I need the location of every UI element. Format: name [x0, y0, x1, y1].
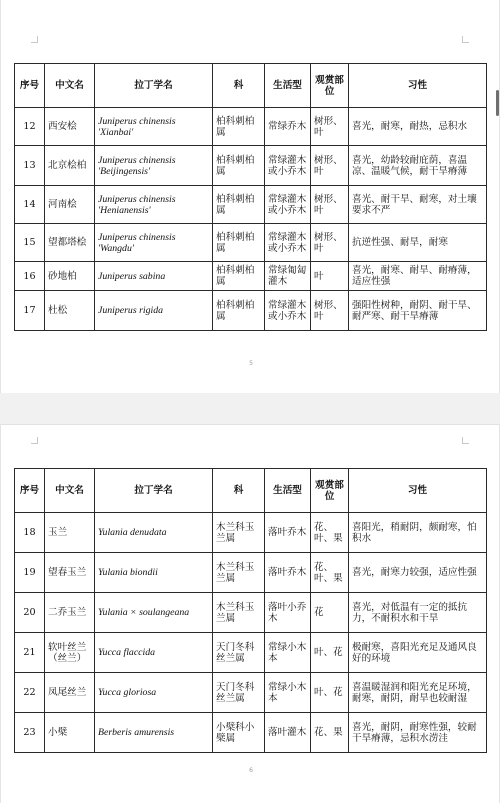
- plant-table-page-1: [14, 63, 487, 331]
- document-page-2: [0, 424, 500, 803]
- cell-habit: 喜温暖湿润和阳光充足环境，耐寒，耐阴，耐旱也较耐湿: [349, 673, 487, 713]
- cell-chinese-name: 望都塔桧: [45, 224, 95, 262]
- cell-ornamental-part: 叶、花: [311, 673, 349, 713]
- header-family: 科: [213, 64, 265, 108]
- table-row: [15, 633, 487, 673]
- cell-life-form: 常绿小木本: [265, 673, 311, 713]
- cell-habit: 极耐寒，喜阳光充足及通风良好的环境: [349, 633, 487, 673]
- cell-row-number: 18: [15, 513, 45, 553]
- table-row: [15, 513, 487, 553]
- cell-latin-name: Juniperus chinensis 'Beijingensis': [95, 146, 213, 186]
- table-row: [15, 593, 487, 633]
- page-number: 6: [249, 767, 253, 774]
- cell-ornamental-part: 叶: [311, 262, 349, 291]
- cell-row-number: 23: [15, 713, 45, 753]
- table-row: [15, 186, 487, 224]
- cell-chinese-name: 凤尾丝兰: [45, 673, 95, 713]
- cell-habit: 喜光，耐寒，耐热，忌积水: [349, 108, 487, 146]
- cell-habit: 强阳性树种，耐阴、耐干旱、耐严寒、耐干旱瘠薄: [349, 291, 487, 331]
- cell-latin-name: Yucca flaccida: [95, 633, 213, 673]
- cell-latin-name: Berberis amurensis: [95, 713, 213, 753]
- cell-row-number: 22: [15, 673, 45, 713]
- cell-chinese-name: 望春玉兰: [45, 553, 95, 593]
- document-page-1: [0, 0, 500, 393]
- cell-ornamental-part: 树形、叶: [311, 291, 349, 331]
- crop-mark: [462, 437, 469, 444]
- cell-ornamental-part: 叶、花: [311, 633, 349, 673]
- cell-habit: 喜光，耐阴，耐寒性强，较耐干旱瘠薄，忌积水涝洼: [349, 713, 487, 753]
- scrollbar-thumb[interactable]: [496, 90, 499, 116]
- cell-life-form: 常绿乔木: [265, 108, 311, 146]
- header-latin-name: 拉丁学名: [95, 469, 213, 513]
- crop-mark: [31, 36, 38, 43]
- cell-row-number: 16: [15, 262, 45, 291]
- cell-ornamental-part: 花、叶、果: [311, 553, 349, 593]
- cell-ornamental-part: 树形、叶: [311, 146, 349, 186]
- cell-latin-name: Juniperus chinensis 'Xianbai': [95, 108, 213, 146]
- cell-life-form: 常绿灌木或小乔木: [265, 146, 311, 186]
- table-row: [15, 291, 487, 331]
- cell-family: 柏科刺柏属: [213, 108, 265, 146]
- cell-chinese-name: 西安桧: [45, 108, 95, 146]
- cell-ornamental-part: 树形、叶: [311, 186, 349, 224]
- cell-chinese-name: 二乔玉兰: [45, 593, 95, 633]
- header-habit: 习性: [349, 64, 487, 108]
- cell-family: 天门冬科丝兰属: [213, 673, 265, 713]
- cell-row-number: 13: [15, 146, 45, 186]
- header-no: 序号: [15, 64, 45, 108]
- cell-chinese-name: 砂地柏: [45, 262, 95, 291]
- cell-family: 柏科刺柏属: [213, 262, 265, 291]
- header-no: 序号: [15, 469, 45, 513]
- header-ornamental-part: 观赏部位: [311, 64, 349, 108]
- crop-mark: [462, 36, 469, 43]
- cell-ornamental-part: 树形、叶: [311, 108, 349, 146]
- cell-row-number: 14: [15, 186, 45, 224]
- cell-row-number: 20: [15, 593, 45, 633]
- cell-habit: 抗逆性强、耐旱，耐寒: [349, 224, 487, 262]
- cell-life-form: 常绿灌木或小乔木: [265, 291, 311, 331]
- cell-life-form: 常绿灌木或小乔木: [265, 224, 311, 262]
- cell-family: 天门冬科丝兰属: [213, 633, 265, 673]
- cell-habit: 喜阳光，稍耐阴，颇耐寒，怕积水: [349, 513, 487, 553]
- header-family: 科: [213, 469, 265, 513]
- cell-ornamental-part: 花: [311, 593, 349, 633]
- cell-life-form: 落叶灌木: [265, 713, 311, 753]
- cell-ornamental-part: 花、果: [311, 713, 349, 753]
- cell-chinese-name: 杜松: [45, 291, 95, 331]
- cell-latin-name: Juniperus chinensis 'Wangdu': [95, 224, 213, 262]
- header-life-form: 生活型: [265, 469, 311, 513]
- table-row: [15, 224, 487, 262]
- table-header-row: [15, 469, 487, 513]
- cell-chinese-name: 北京桧柏: [45, 146, 95, 186]
- cell-row-number: 21: [15, 633, 45, 673]
- cell-habit: 喜光，耐寒、耐旱、耐瘠薄，适应性强: [349, 262, 487, 291]
- cell-family: 柏科刺柏属: [213, 224, 265, 262]
- header-ornamental-part: 观赏部位: [311, 469, 349, 513]
- table-row: [15, 146, 487, 186]
- cell-ornamental-part: 树形、叶: [311, 224, 349, 262]
- cell-family: 柏科刺柏属: [213, 146, 265, 186]
- header-habit: 习性: [349, 469, 487, 513]
- header-chinese-name: 中文名: [45, 64, 95, 108]
- cell-family: 木兰科玉兰属: [213, 553, 265, 593]
- cell-life-form: 落叶乔木: [265, 553, 311, 593]
- cell-habit: 喜光，对低温有一定的抵抗力，不耐积水和干旱: [349, 593, 487, 633]
- table-row: [15, 262, 487, 291]
- table-row: [15, 673, 487, 713]
- cell-family: 小檗科小檗属: [213, 713, 265, 753]
- cell-life-form: 落叶小乔木: [265, 593, 311, 633]
- cell-habit: 喜光，耐寒力较强，适应性强: [349, 553, 487, 593]
- table-row: [15, 108, 487, 146]
- cell-habit: 喜光、耐干旱、耐寒，对土壤要求不严: [349, 186, 487, 224]
- header-chinese-name: 中文名: [45, 469, 95, 513]
- cell-chinese-name: 河南桧: [45, 186, 95, 224]
- cell-life-form: 常绿小木本: [265, 633, 311, 673]
- table-row: [15, 553, 487, 593]
- cell-latin-name: Yulania denudata: [95, 513, 213, 553]
- cell-latin-name: Yulania × soulangeana: [95, 593, 213, 633]
- cell-latin-name: Juniperus rigida: [95, 291, 213, 331]
- cell-life-form: 落叶乔木: [265, 513, 311, 553]
- cell-row-number: 15: [15, 224, 45, 262]
- header-latin-name: 拉丁学名: [95, 64, 213, 108]
- cell-habit: 喜光，幼龄较耐庇荫，喜温凉、温暖气候，耐干旱瘠薄: [349, 146, 487, 186]
- crop-mark: [31, 437, 38, 444]
- cell-row-number: 19: [15, 553, 45, 593]
- cell-family: 柏科刺柏属: [213, 186, 265, 224]
- cell-family: 木兰科玉兰属: [213, 513, 265, 553]
- cell-family: 木兰科玉兰属: [213, 593, 265, 633]
- cell-chinese-name: 软叶丝兰（丝兰）: [45, 633, 95, 673]
- cell-ornamental-part: 花、叶、果: [311, 513, 349, 553]
- cell-chinese-name: 小檗: [45, 713, 95, 753]
- page-number: 5: [249, 360, 253, 367]
- header-life-form: 生活型: [265, 64, 311, 108]
- cell-latin-name: Yulania biondii: [95, 553, 213, 593]
- table-row: [15, 713, 487, 753]
- cell-row-number: 17: [15, 291, 45, 331]
- cell-life-form: 常绿匍匐灌木: [265, 262, 311, 291]
- cell-latin-name: Yucca gloriosa: [95, 673, 213, 713]
- cell-row-number: 12: [15, 108, 45, 146]
- table-header-row: [15, 64, 487, 108]
- cell-chinese-name: 玉兰: [45, 513, 95, 553]
- cell-life-form: 常绿灌木或小乔木: [265, 186, 311, 224]
- plant-table-page-2: [14, 468, 487, 753]
- cell-latin-name: Juniperus chinensis 'Henianensis': [95, 186, 213, 224]
- cell-family: 柏科刺柏属: [213, 291, 265, 331]
- cell-latin-name: Juniperus sabina: [95, 262, 213, 291]
